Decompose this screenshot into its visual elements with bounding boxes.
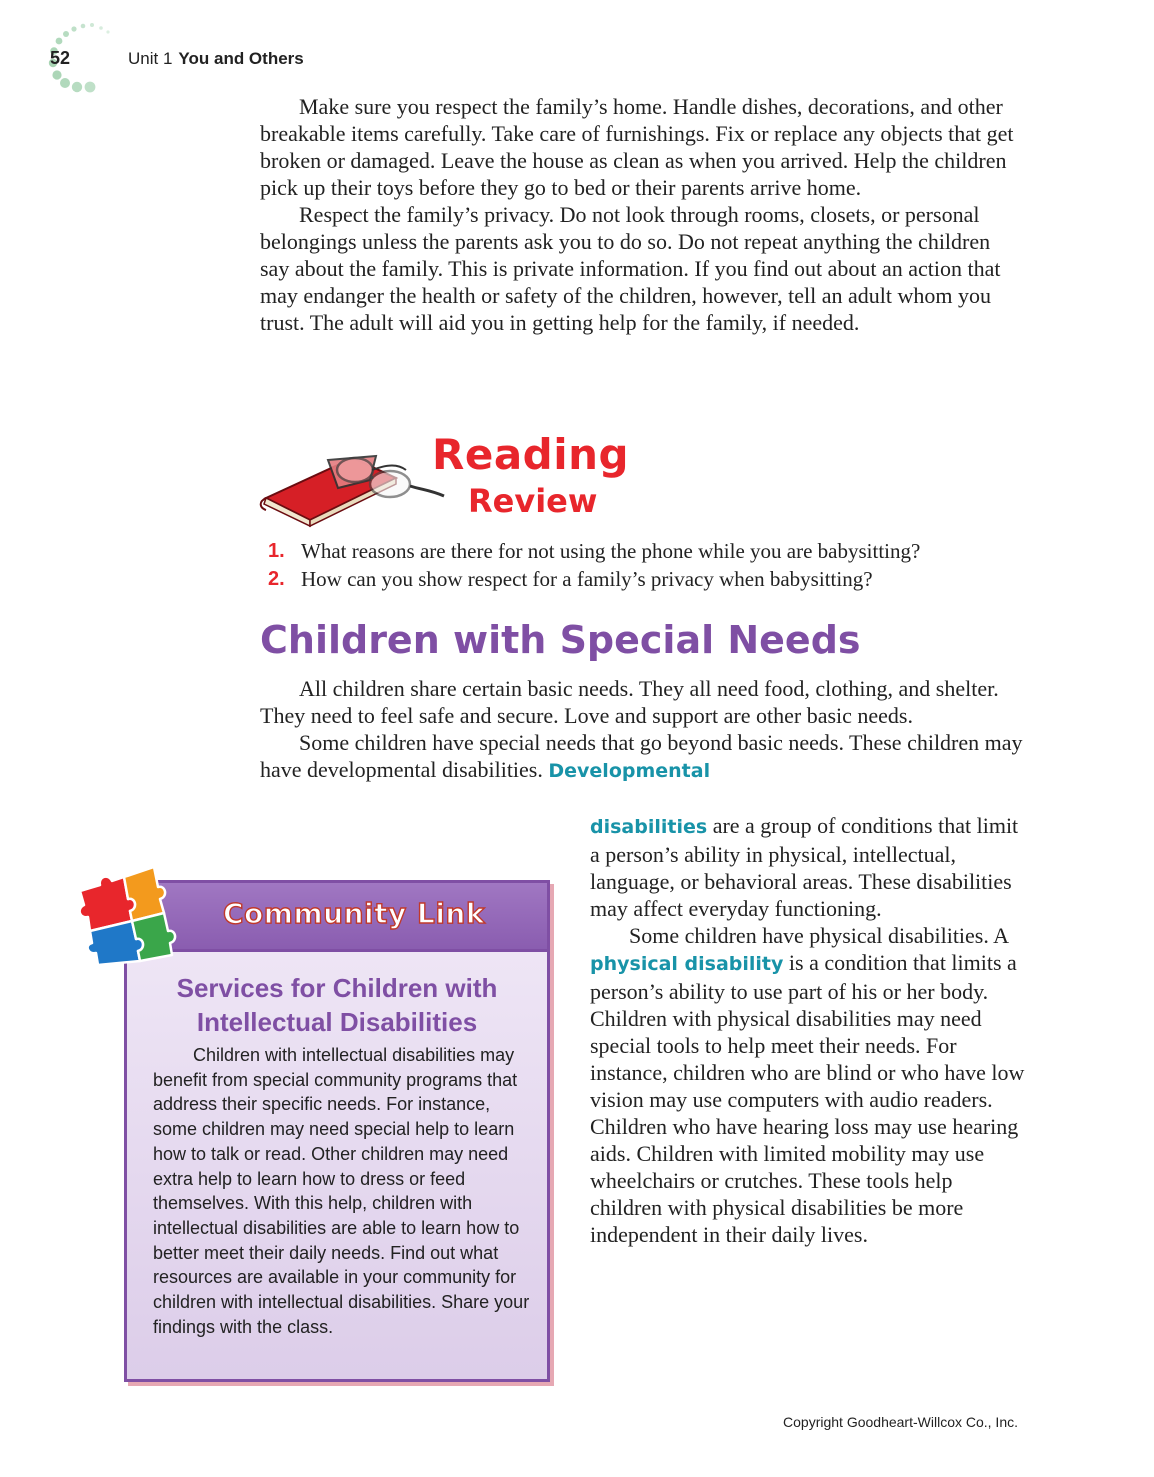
- list-item: [268, 537, 1028, 565]
- question-number: 1.: [268, 540, 285, 562]
- page-header: [0, 0, 600, 100]
- unit-label: [128, 49, 304, 69]
- question-number: 2.: [268, 568, 285, 590]
- paragraph-home: Make sure you respect the family’s home. Handle dishes, decorations, and other breakable items carefully. Take care of furnishings. Fix or replace any objects that get broken or damaged. Leave the house as clean as when you arrived. Help the children pick up their toys before they go to bed or their parents arrive home.: [260, 94, 1014, 200]
- puzzle-pieces-icon: [72, 857, 184, 969]
- special-needs-intro: [260, 675, 1030, 785]
- paragraph-basic-needs: All children share certain basic needs. They all need food, clothing, and shelter. They need to feel safe and secure. Love and support are other basic needs.: [260, 676, 999, 728]
- paragraph-text: are a group of conditions that limit a person’s ability in physical, intellectual, language, or behavioral areas. These disabilities may affect everyday functioning.: [590, 813, 1019, 921]
- review-questions: [268, 537, 1028, 593]
- community-link-text: Children with intellectual disabilities may benefit from special community programs that address their specific needs. For instance, some children may need special help to learn how to talk or read. Other children may need extra help to learn how to dress or feed themselves. With this help, children with intellectual disabilities are able to learn how to better meet their daily needs. Find out what resources are available in your community for children with intellectual disabilities. Share your findings with the class.: [153, 1045, 530, 1337]
- paragraph-text: Some children have physical disabilities. A: [629, 923, 1008, 948]
- paragraph-physical: [590, 922, 1030, 1248]
- copyright-footer: Copyright Goodheart-Willcox Co., Inc.: [783, 1414, 1018, 1430]
- community-link-box: [124, 880, 550, 1382]
- question-text: How can you show respect for a family’s privacy when babysitting?: [301, 567, 873, 591]
- paragraph-special-needs: [260, 729, 1030, 785]
- community-link-label: Community Link: [223, 897, 485, 930]
- key-term-physical-disability: physical disability: [590, 953, 784, 975]
- question-text: What reasons are there for not using the phone while you are babysitting?: [301, 539, 921, 563]
- key-term-developmental: Developmental: [548, 760, 711, 782]
- reading-review-title: Reading: [432, 430, 630, 479]
- special-needs-column: [590, 812, 1030, 1248]
- paragraph-privacy: Respect the family’s privacy. Do not look through rooms, closets, or personal belongings unless the parents ask you to do so. Do not repeat anything the children say about the family. This is private information. If you find out about an action that may endanger the health or safety of the children, however, tell an adult whom you trust. The adult will aid you in getting help for the family, if needed.: [260, 202, 1001, 335]
- community-link-title: Services for Children with Intellectual Disabilities: [176, 973, 498, 1037]
- intro-text: [260, 93, 1020, 336]
- reading-review-subtitle: Review: [468, 482, 598, 520]
- community-link-banner: [127, 883, 547, 952]
- unit-title: You and Others: [178, 49, 304, 68]
- list-item: [268, 565, 1028, 593]
- key-term-disabilities: disabilities: [590, 816, 708, 838]
- unit-number: Unit 1: [128, 49, 173, 68]
- dot-arc-icon: [30, 20, 120, 100]
- paragraph-text: Some children have special needs that go beyond basic needs. These children may have developmental disabilities.: [260, 730, 1023, 782]
- paragraph-text: is a condition that limits a person’s ability to use part of his or her body. Children with physical disabilities may need special tools to help meet their needs. For instance, children who are blind or who have low vision may use computers with audio readers. Children who have hearing loss may use hearing aids. Children with limited mobility may use wheelchairs or crutches. These tools help children with physical disabilities be more independent in their daily lives.: [590, 950, 1025, 1247]
- page-number: 52: [50, 48, 71, 68]
- section-heading: Children with Special Needs: [260, 618, 861, 662]
- book-glasses-icon: [258, 438, 448, 528]
- paragraph-developmental-def: [590, 812, 1030, 922]
